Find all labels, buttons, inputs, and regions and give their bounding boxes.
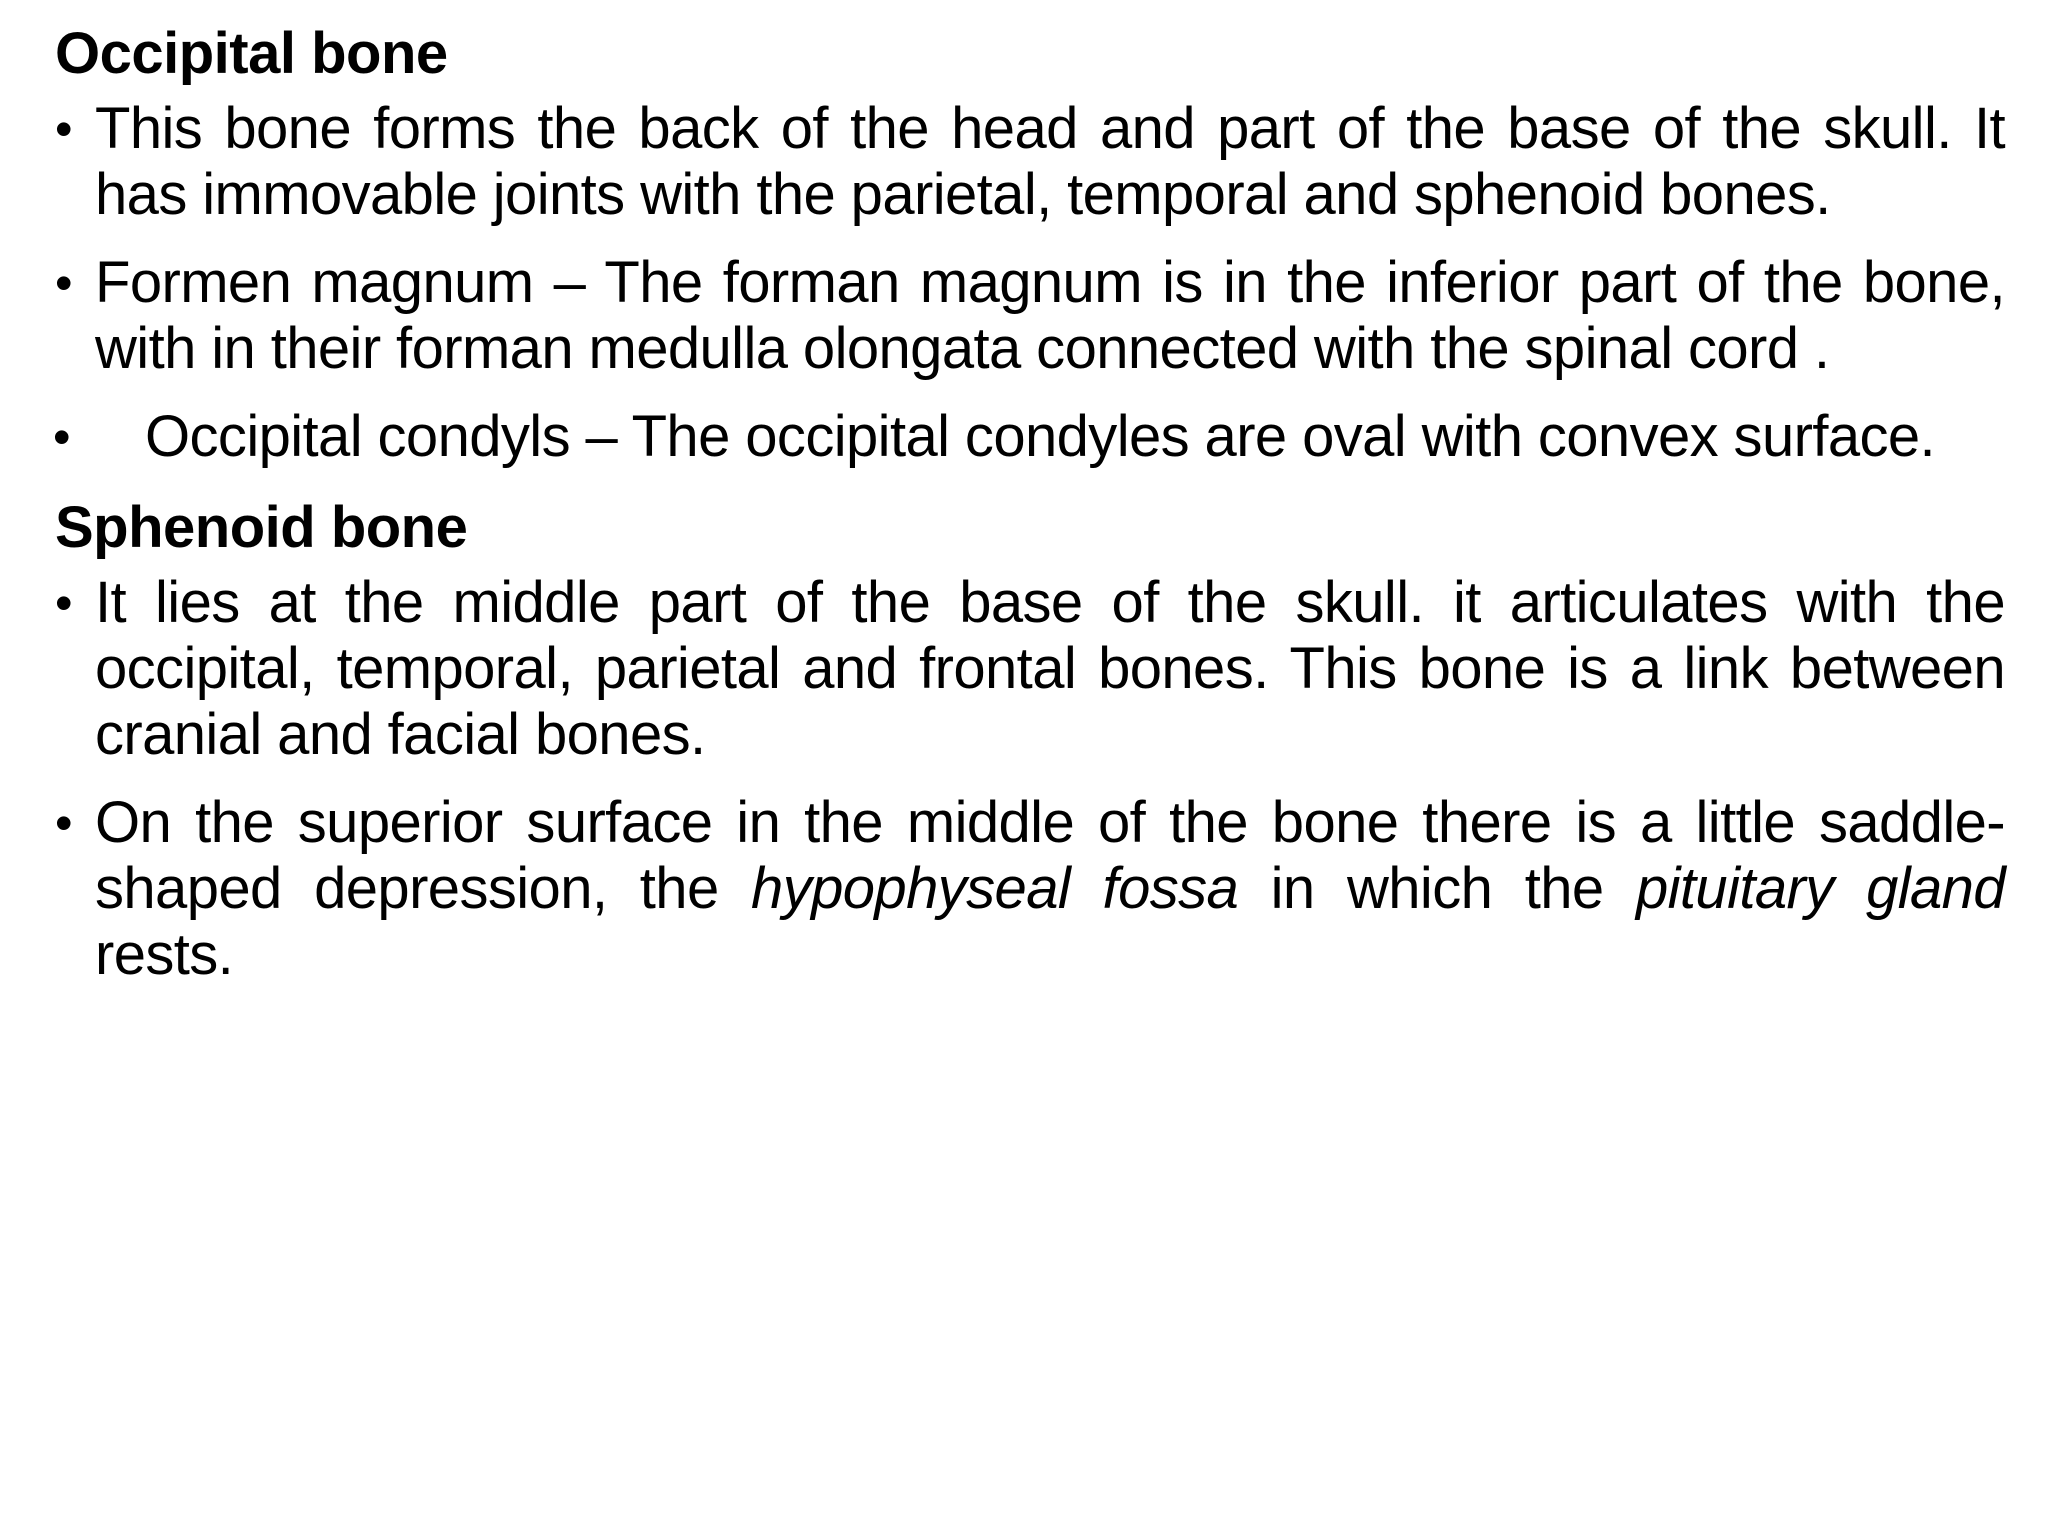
bullet-occipital-description <box>55 96 2005 228</box>
term-hypophyseal-fossa: hypophyseal fossa <box>751 856 1239 921</box>
bullet-text-part: in which the <box>1238 856 1636 921</box>
bullet-icon: • <box>55 795 72 851</box>
bullet-icon: • <box>55 255 72 311</box>
slide <box>55 18 2005 1010</box>
heading-occipital-bone: Occipital bone <box>55 21 448 86</box>
bullet-sphenoid-description <box>55 570 2005 768</box>
bullet-text-part: rests. <box>95 922 234 987</box>
bullet-occipital-condyles <box>55 404 2005 470</box>
bullet-hypophyseal-fossa <box>55 790 2005 988</box>
bullet-icon: • <box>55 101 72 157</box>
bullet-foramen-magnum <box>55 250 2005 382</box>
bullet-text: It lies at the middle part of the base of the skull. it articulates with the occipital, temporal, parietal and frontal bones. This bone is a link between cranial and facial bones. <box>95 570 2005 767</box>
bullet-icon: • <box>53 409 70 465</box>
bullet-text: Occipital condyls – The occipital condyles are oval with convex surface. <box>145 404 1936 469</box>
bullet-text-part: On the superior surface in the middle of the bone there is a little saddle-shaped depression, the <box>95 790 2005 921</box>
bullet-text: Formen magnum – The forman magnum is in the inferior part of the bone, with in their forman medulla olongata connected with the spinal cord . <box>95 250 2005 381</box>
heading-sphenoid-bone: Sphenoid bone <box>55 495 468 560</box>
bullet-icon: • <box>55 575 72 631</box>
bullet-text: This bone forms the back of the head and part of the base of the skull. It has immovable joints with the parietal, temporal and sphenoid bones. <box>95 96 2005 227</box>
term-pituitary-gland: pituitary gland <box>1635 856 2005 921</box>
